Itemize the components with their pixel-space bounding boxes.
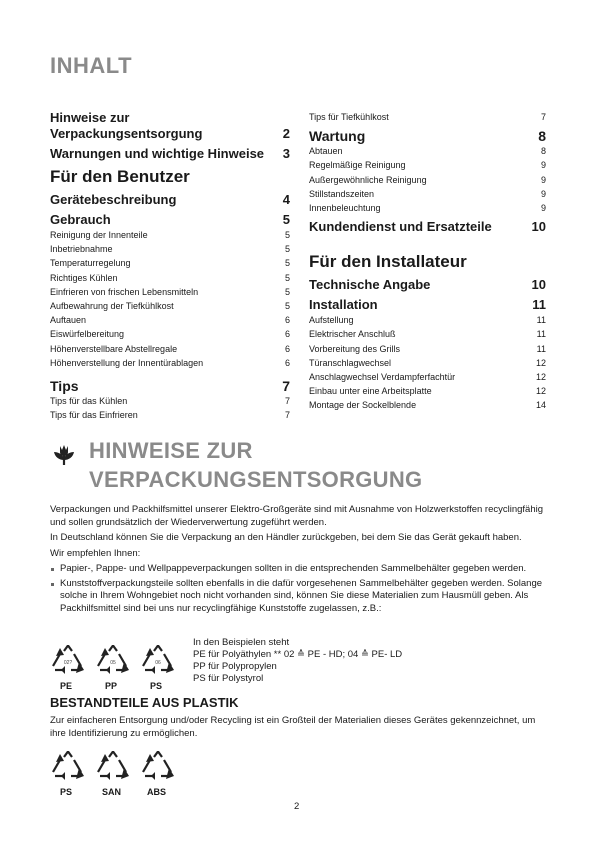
toc-hinweise-page: 2	[282, 126, 290, 141]
toc-entry-page: 5	[284, 301, 290, 312]
toc-entry-label: Abtauen	[309, 146, 343, 157]
toc-entry[interactable]	[309, 187, 546, 201]
section-title	[89, 436, 422, 494]
toc-gebrauch-label: Gebrauch	[50, 212, 111, 227]
toc-tips[interactable]	[50, 378, 290, 394]
toc-entry[interactable]	[309, 398, 546, 412]
plastic-heading: BESTANDTEILE AUS PLASTIK	[50, 695, 239, 710]
toc-entry[interactable]	[309, 144, 546, 158]
recycle-icon	[48, 751, 88, 797]
toc-geraet[interactable]	[50, 192, 290, 208]
toc-tips-label: Tips	[50, 378, 79, 395]
toc-kundendienst-label: Kundendienst und Ersatzteile	[309, 219, 492, 235]
toc-entry-page: 5	[284, 286, 290, 297]
toc-hinweise-label: Verpackungsentsorgung	[50, 126, 203, 141]
toc-entry[interactable]	[309, 342, 546, 356]
recycle-code: 02?	[63, 660, 73, 666]
toc-entry-page: 8	[540, 146, 546, 157]
examples-line: PP für Polypropylen	[193, 661, 277, 672]
toc-entry-label: Türanschlagwechsel	[309, 357, 392, 368]
recycle-symbols-1	[48, 645, 183, 691]
toc-warnungen-label: Warnungen und wichtige Hinweise	[50, 146, 265, 161]
toc-entry-page: 5	[284, 230, 290, 240]
section-title-line2: VERPACKUNGSENTSORGUNG	[89, 467, 423, 492]
recycle-code: 06	[155, 660, 161, 666]
toc-entry-page: 6	[284, 343, 290, 354]
toc-entry-page: 11	[536, 343, 546, 354]
toc-entry-label: Höhenverstellung der Innentürablagen	[50, 357, 204, 368]
toc-gebrauch-page: 5	[282, 212, 290, 227]
toc-technische-label: Technische Angabe	[309, 277, 431, 293]
toc-entry-label: Aufstellung	[309, 315, 354, 326]
toc-gebrauch[interactable]	[50, 212, 290, 228]
toc-entry-label: Außergewöhnliche Reinigung	[309, 174, 427, 185]
toc-entry[interactable]	[50, 356, 290, 370]
recycle-code: 05	[110, 660, 116, 666]
toc-entry[interactable]	[309, 313, 546, 327]
toc-wartung-list	[309, 144, 546, 215]
tulip-icon	[52, 443, 76, 467]
toc-entry[interactable]	[50, 256, 290, 270]
toc-entry-page: 12	[535, 386, 546, 397]
examples-block	[193, 637, 402, 685]
toc-entry-label: Aufbewahrung der Tiefkühlkost	[50, 301, 174, 312]
toc-technische-page: 10	[531, 277, 546, 293]
toc-entry[interactable]	[309, 370, 546, 384]
toc-kundendienst-page: 10	[531, 219, 546, 235]
toc-entry-page: 5	[284, 244, 290, 255]
toc-entry-label: Auftauen	[50, 315, 87, 326]
toc-geraet-label: Gerätebeschreibung	[50, 192, 177, 207]
toc-installation-page: 11	[532, 297, 546, 313]
examples-line: In den Beispielen steht	[193, 637, 290, 648]
toc-entry[interactable]	[50, 327, 290, 341]
toc-entry-page: 9	[540, 188, 546, 199]
toc-warnungen-page: 3	[282, 146, 290, 161]
toc-entry-label: Innenbeleuchtung	[309, 203, 381, 214]
examples-line: PE für Polyäthylen ** 02 ≙ PE - HD; 04 ≙ PE- LD	[193, 649, 403, 660]
toc-entry[interactable]	[50, 299, 290, 313]
toc-entry-label: Montage der Sockelblende	[309, 400, 417, 411]
paragraph-1: Verpackungen und Packhilfsmittel unserer Elektro-Großgeräte sind mit Ausnahme von Holzwerkstoffen recyclingfähig und sollen grundsätzlich der Wiederverwertung zugeführt werden.	[50, 504, 544, 528]
toc-entry[interactable]	[309, 173, 546, 187]
toc-entry-label: Vorbereitung des Grills	[309, 343, 401, 354]
toc-entry[interactable]	[50, 342, 290, 356]
plastic-text: Zur einfacheren Entsorgung und/oder Recycling ist ein Großteil der Materialien dieses Gerätes gekennzeichnet, um ihre Identifizierung zu ermöglichen.	[50, 715, 536, 739]
toc-entry[interactable]	[50, 408, 290, 422]
toc-left-column	[50, 110, 290, 422]
recycle-label: PS	[60, 787, 73, 797]
recycle-icon	[48, 645, 88, 691]
toc-kundendienst[interactable]	[309, 219, 546, 235]
toc-entry-page: 9	[540, 174, 546, 185]
recycle-icon	[138, 645, 178, 691]
toc-entry-label: Einbau unter eine Arbeitsplatte	[309, 386, 432, 397]
recycle-label: ABS	[147, 787, 167, 797]
toc-entry[interactable]	[309, 158, 546, 172]
toc-wartung-label: Wartung	[309, 128, 366, 145]
recycle-symbols-2	[48, 751, 183, 797]
toc-right-column	[309, 110, 546, 413]
toc-entry-page: 9	[540, 160, 546, 171]
toc-entry-label: Tips für das Kühlen	[50, 396, 128, 407]
bullet-item: Kunststoffverpackungsteile sollten ebenfalls in die dafür vorgesehenen Sammelbehälter gegeben werden. Solange solche in Ihrem Wohngebiet noch nicht vorhanden sind, können Sie diese Materialien zum Hausmüll geben. Als Packhilfsmittel sind bei uns nur recyclingfähige Kunststoffe zugelassen, z.B.:	[50, 578, 550, 616]
toc-entry-page: 6	[284, 329, 290, 340]
toc-entry[interactable]	[50, 271, 290, 285]
toc-tiefkuehl[interactable]	[309, 110, 546, 124]
toc-entry-page: 11	[536, 329, 546, 340]
toc-benutzer-heading: Für den Benutzer	[50, 167, 190, 186]
toc-warnungen[interactable]	[50, 146, 290, 162]
toc-installation-label: Installation	[309, 297, 378, 313]
toc-entry-page: 12	[535, 357, 546, 368]
toc-entry[interactable]	[309, 327, 546, 341]
toc-tips-page: 7	[282, 378, 290, 395]
toc-installation[interactable]	[309, 297, 546, 313]
toc-hinweise[interactable]	[50, 126, 290, 142]
toc-entry-label: Regelmäßige Reinigung	[309, 160, 406, 171]
toc-wartung-page: 8	[538, 128, 546, 145]
toc-geraet-page: 4	[282, 192, 290, 207]
toc-entry-page: 12	[535, 372, 546, 383]
section-body	[50, 504, 550, 617]
toc-entry[interactable]	[50, 313, 290, 327]
toc-entry-page: 9	[540, 203, 546, 214]
toc-entry-label: Anschlagwechsel Verdampferfachtür	[309, 372, 456, 383]
paragraph-2: In Deutschland können Sie die Verpackung an den Händler zurückgeben, bei dem Sie das Gerät gekauft haben.	[50, 532, 522, 543]
toc-installateur-heading: Für den Installateur	[309, 252, 467, 272]
toc-entry-label: Reinigung der Innenteile	[50, 230, 148, 240]
toc-entry[interactable]	[50, 394, 290, 408]
recycle-icon	[93, 645, 133, 691]
toc-technische[interactable]	[309, 277, 546, 293]
toc-entry-page: 11	[536, 315, 546, 326]
page-title: INHALT	[50, 53, 133, 78]
toc-hinweise-line1: Hinweise zur	[50, 110, 130, 125]
toc-entry-page: 7	[284, 410, 290, 421]
examples-line: PS für Polystyrol	[193, 673, 264, 684]
toc-installation-list	[309, 313, 546, 412]
recycle-label: SAN	[102, 787, 122, 797]
toc-wartung[interactable]	[309, 128, 546, 144]
toc-entry-label: Einfrieren von frischen Lebensmitteln	[50, 286, 199, 297]
section-title-line1: HINWEISE ZUR	[89, 438, 253, 463]
toc-entry-label: Höhenverstellbare Abstellregale	[50, 343, 178, 354]
recycle-label: PS	[150, 681, 163, 691]
toc-entry-page: 14	[535, 400, 546, 411]
recycle-icon	[138, 751, 178, 797]
toc-entry-label: Richtiges Kühlen	[50, 272, 118, 283]
toc-entry-page: 5	[284, 272, 290, 283]
recycle-icon	[93, 751, 133, 797]
bullet-list	[50, 563, 550, 615]
toc-tiefkuehl-page: 7	[540, 112, 546, 122]
toc-entry[interactable]	[50, 242, 290, 256]
toc-entry[interactable]	[309, 356, 546, 370]
recycle-label: PP	[105, 681, 118, 691]
toc-entry-label: Stillstandszeiten	[309, 188, 375, 199]
page-number: 2	[294, 801, 300, 812]
toc-entry-label: Inbetriebnahme	[50, 244, 113, 255]
paragraph-3: Wir empfehlen Ihnen:	[50, 547, 141, 559]
toc-entry-page: 6	[284, 315, 290, 326]
toc-entry-page: 5	[284, 258, 290, 269]
toc-entry-label: Elektrischer Anschluß	[309, 329, 396, 340]
toc-entry-page: 6	[284, 357, 290, 368]
toc-entry[interactable]	[309, 384, 546, 398]
toc-entry[interactable]	[309, 201, 546, 215]
toc-entry[interactable]	[50, 285, 290, 299]
toc-entry-label: Temperaturregelung	[50, 258, 131, 269]
recycle-label: PE	[60, 681, 73, 691]
toc-entry-label: Eiswürfelbereitung	[50, 329, 125, 340]
toc-gebrauch-list	[50, 228, 290, 370]
toc-entry-label: Tips für das Einfrieren	[50, 410, 138, 421]
toc-tips-list	[50, 394, 290, 422]
bullet-item: Papier-, Pappe- und Wellpappeverpackungen sollten in die entsprechenden Sammelbehälter gegeben werden.	[50, 563, 550, 576]
toc-entry[interactable]	[50, 228, 290, 242]
toc-entry-page: 7	[284, 396, 290, 407]
toc-tiefkuehl-label: Tips für Tiefkühlkost	[309, 112, 389, 122]
